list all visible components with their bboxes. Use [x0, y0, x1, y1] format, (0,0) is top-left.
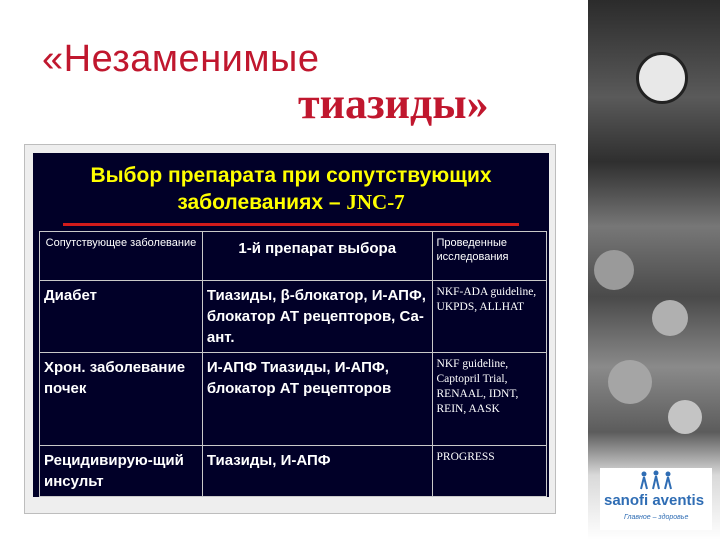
blood-pressure-photo [588, 0, 720, 540]
table-row [40, 446, 547, 497]
table-panel [24, 144, 556, 514]
panel-heading-jnc: JNC-7 [346, 190, 405, 214]
gauge-icon [636, 52, 688, 104]
drug-cell: Тиазиды, И-АПФ [202, 446, 432, 497]
table-header-row [40, 232, 547, 281]
table-row [40, 353, 547, 446]
table-panel-inner [33, 153, 549, 497]
slide-title-line2: тиазиды» [298, 79, 489, 128]
drug-cell: И-АПФ Тиазиды, И-АПФ, блокатор АТ рецепторов [202, 353, 432, 446]
panel-heading-line2 [33, 189, 549, 216]
comorbidity-table [39, 231, 547, 497]
condition-cell: Рецидивирую-щий инсульт [40, 446, 203, 497]
table-row [40, 281, 547, 353]
column-header: Проведенные исследования [432, 232, 546, 281]
crowd-shape [608, 360, 652, 404]
crowd-shape [652, 300, 688, 336]
crowd-shape [668, 400, 702, 434]
logo-brand: sanofi aventis [604, 492, 705, 509]
column-header: Сопутствующее заболевание [40, 232, 203, 281]
logo-figures-icon [636, 470, 676, 490]
condition-cell: Хрон. заболевание почек [40, 353, 203, 446]
sanofi-aventis-logo [600, 468, 712, 530]
logo-tagline: Главное – здоровье [624, 514, 689, 521]
condition-cell: Диабет [40, 281, 203, 353]
studies-cell: NKF-ADA guideline, UKPDS, ALLHAT [432, 281, 546, 353]
slide-title-line1: «Незаменимые [42, 38, 320, 80]
panel-heading-line1: Выбор препарата при сопутствующих [90, 164, 492, 187]
studies-cell: PROGRESS [432, 446, 546, 497]
panel-heading-line2-text: заболеваниях – [177, 191, 347, 214]
panel-heading [33, 163, 549, 216]
heading-divider [63, 223, 519, 226]
studies-cell: NKF guideline, Captopril Trial, RENAAL, IDNT, REIN, AASK [432, 353, 546, 446]
drug-cell: Тиазиды, β-блокатор, И-АПФ, блокатор АТ рецепторов, Са-ант. [202, 281, 432, 353]
column-header: 1-й препарат выбора [202, 232, 432, 281]
crowd-shape [594, 250, 634, 290]
